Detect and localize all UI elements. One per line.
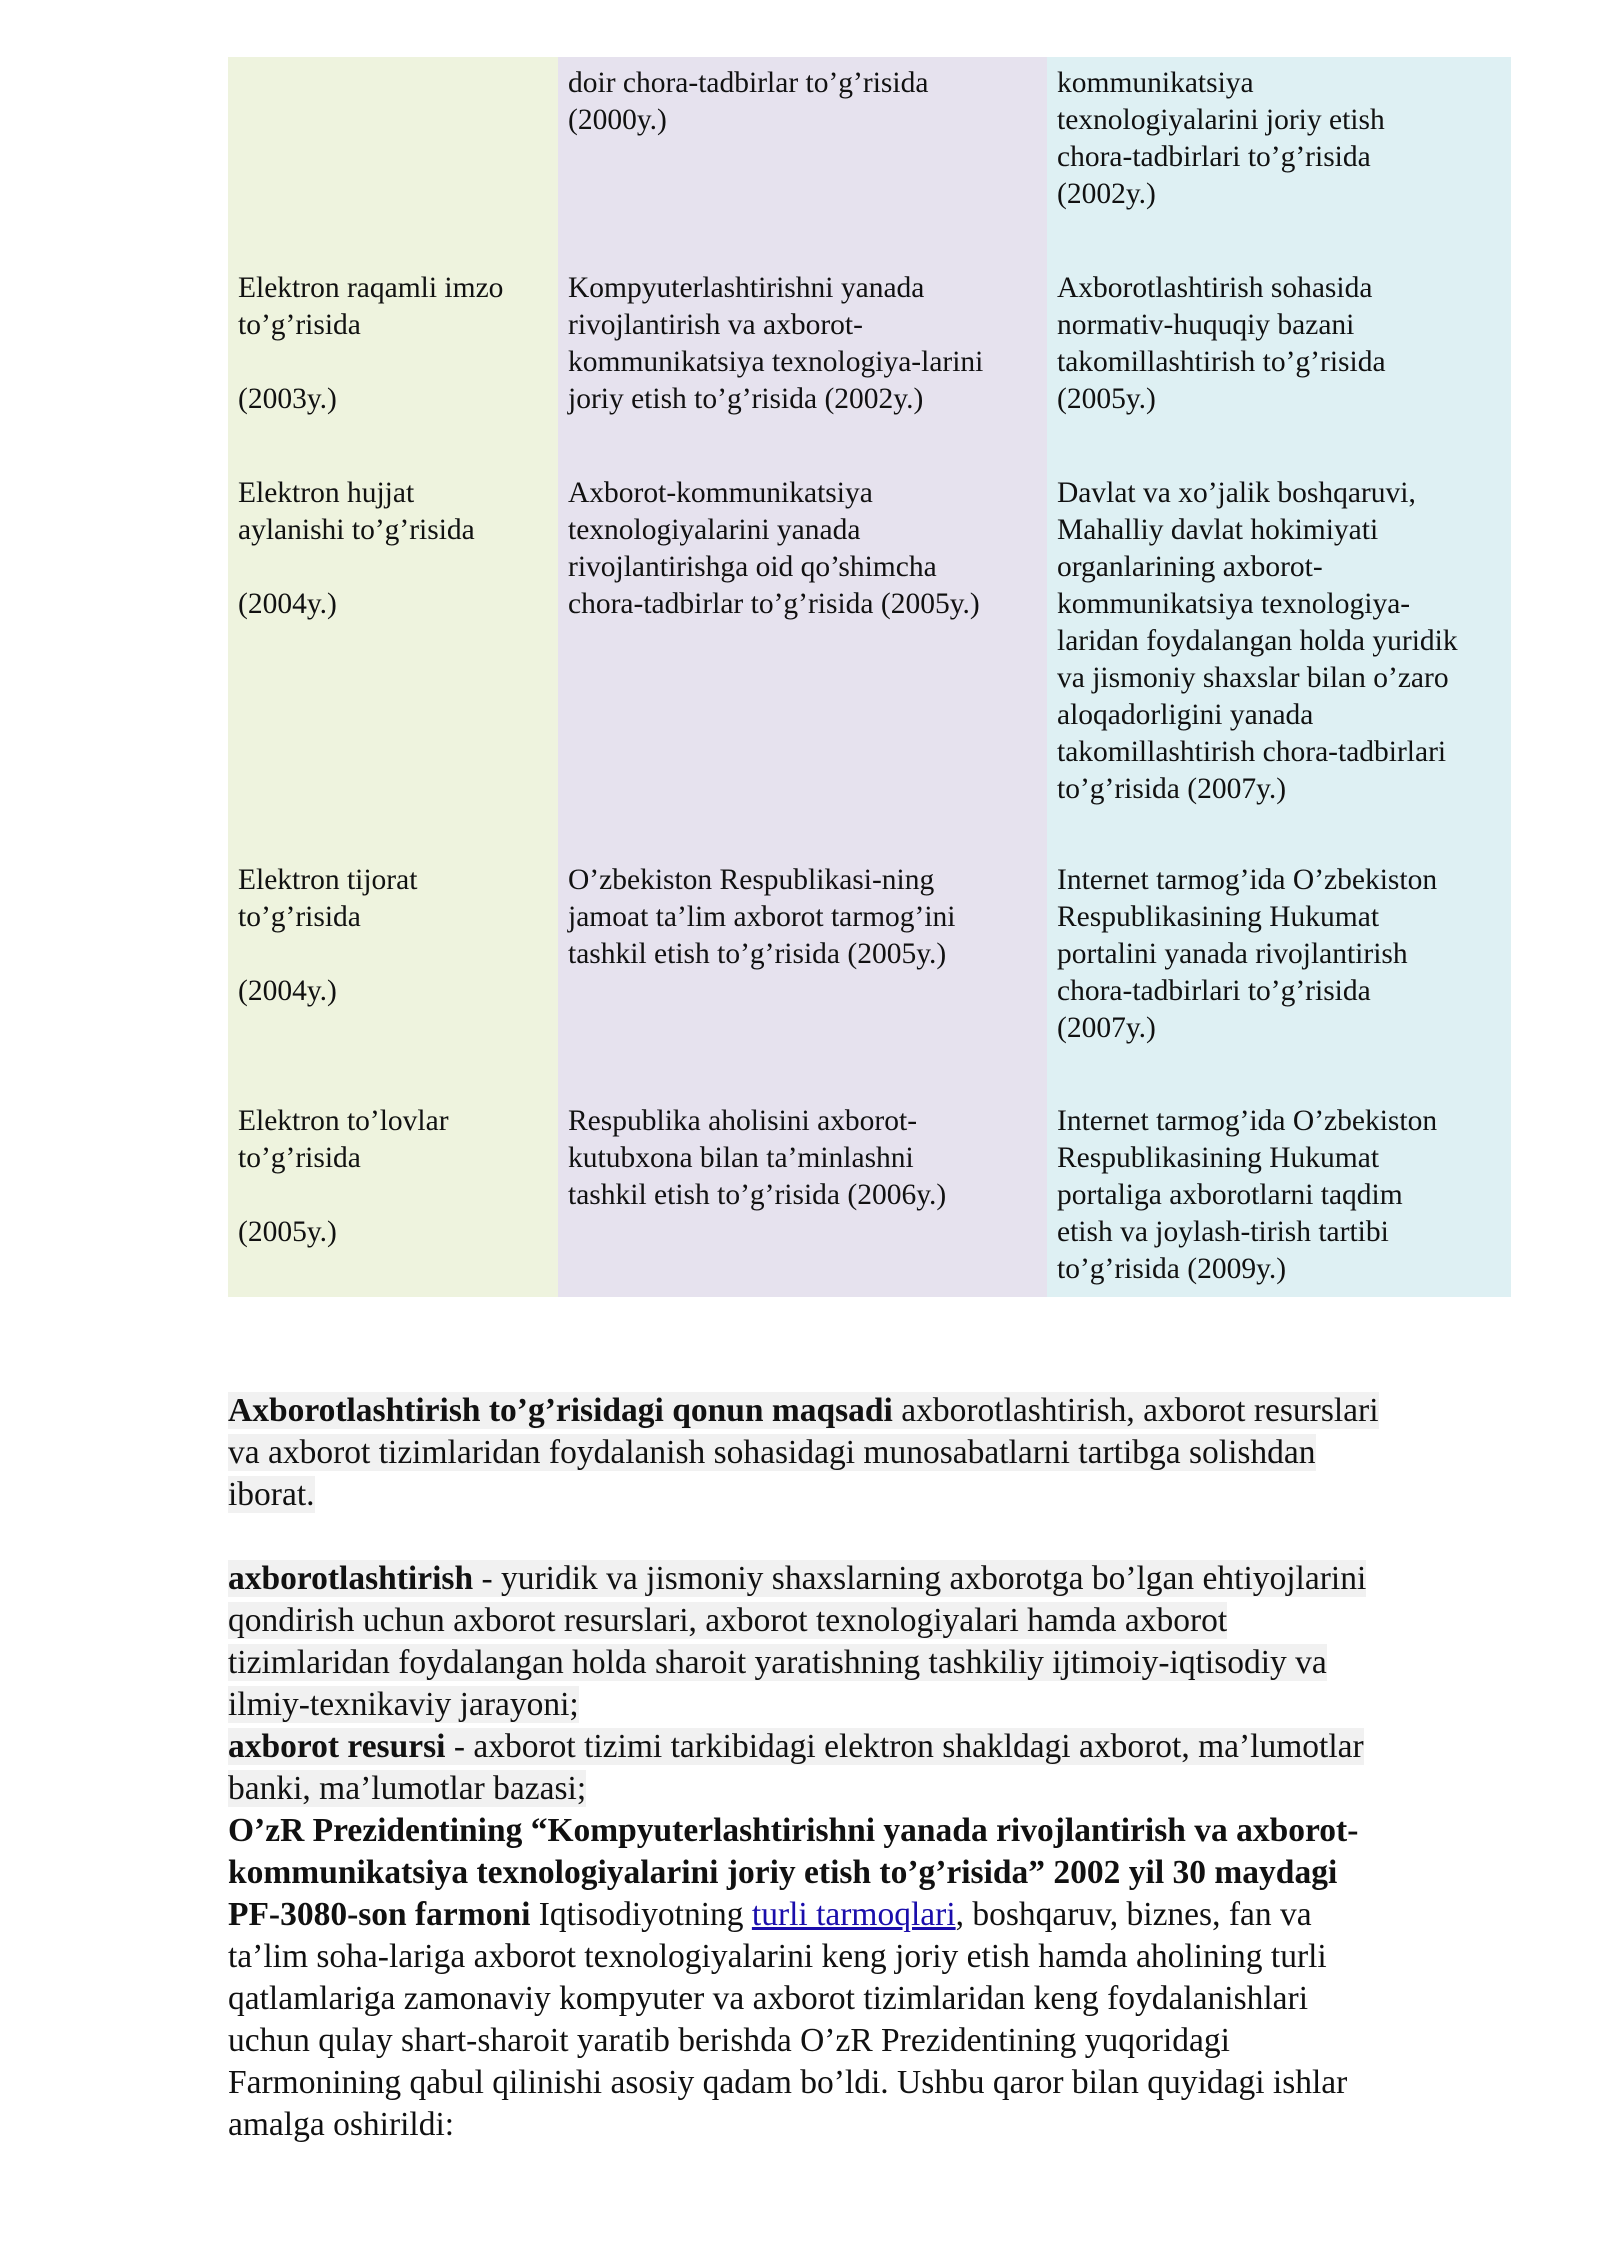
table-cell: Elektron hujjat aylanishi to’g’risida (2004y.)	[238, 477, 475, 620]
text-line: , boshqaruv, biznes, fan va	[955, 1896, 1312, 1933]
table-cell: Elektron to’lovlar to’g’risida (2005y.)	[238, 1105, 449, 1248]
table-cell: O’zbekiston Respublikasi-ning jamoat ta’lim axborot tarmog’ini tashkil etish to’g’risida (2005y.)	[568, 864, 956, 970]
legislation-table	[228, 57, 1511, 1297]
text-line: uchun qulay shart-sharoit yaratib berishda O’zR Prezidentining yuqoridagi	[228, 2022, 1230, 2059]
decree-title-line: PF-3080-son farmoni	[228, 1896, 531, 1933]
table-column-resolutions	[1047, 57, 1511, 1297]
text-line: banki, ma’lumotlar bazasi;	[228, 1770, 587, 1807]
turli-tarmoqlari-link[interactable]: turli tarmoqlari	[751, 1896, 956, 1933]
table-cell: Elektron tijorat to’g’risida (2004y.)	[238, 864, 418, 1007]
text-line: ta’lim soha-lariga axborot texnologiyalarini keng joriy etish hamda aholining turli	[228, 1938, 1327, 1975]
table-cell: doir chora-tadbirlar to’g’risida (2000y.)	[568, 67, 929, 136]
text-line: ilmiy-texnikaviy jarayoni;	[228, 1686, 579, 1723]
table-column-laws	[228, 57, 558, 1297]
table-cell: Axborot-kommunikatsiya texnologiyalarini yanada rivojlantirishga oid qo’shimcha chora-tadbirlar to’g’risida (2005y.)	[568, 477, 980, 620]
table-cell: Elektron raqamli imzo to’g’risida (2003y.)	[238, 272, 504, 415]
text-line: Farmonining qabul qilinishi asosiy qadam bo’ldi. Ushbu qaror bilan quyidagi ishlar	[228, 2064, 1348, 2101]
table-cell: Internet tarmog’ida O’zbekiston Respublikasining Hukumat portaliga axborotlarni taqdim etish va joylash-tirish tartibi to’g’risida (2009y.)	[1057, 1105, 1438, 1285]
table-cell: Internet tarmog’ida O’zbekiston Respublikasining Hukumat portalini yanada rivojlantirish chora-tadbirlari to’g’risida (2007y.)	[1057, 864, 1438, 1044]
text-line: Iqtisodiyotning	[530, 1896, 752, 1933]
term-bold: axborotlashtirish	[228, 1560, 474, 1597]
table-cell: kommunikatsiya texnologiyalarini joriy etish chora-tadbirlari to’g’risida (2002y.)	[1057, 67, 1385, 210]
table-cell: Kompyuterlashtirishni yanada rivojlantirish va axborot- kommunikatsiya texnologiya-larini joriy etish to’g’risida (2002y.)	[568, 272, 984, 415]
text-line: axborotlashtirish, axborot resurslari	[892, 1392, 1379, 1429]
text-line: iborat.	[228, 1476, 315, 1513]
decree-title-line: kommunikatsiya texnologiyalarini joriy etish to’g’risida” 2002 yil 30 maydagi	[228, 1854, 1338, 1891]
text-line: tizimlaridan foydalangan holda sharoit yaratishning tashkiliy ijtimoiy-iqtisodiy va	[228, 1644, 1327, 1681]
paragraph-definition-axborotlashtirish	[228, 1558, 1518, 1726]
paragraph-president-decree	[228, 1810, 1518, 2146]
text-line: amalga oshirildi:	[228, 2106, 455, 2143]
text-line: qatlamlariga zamonaviy kompyuter va axborot tizimlaridan keng foydalanishlari	[228, 1980, 1309, 2017]
term-bold: Axborotlashtirish to’g’risidagi qonun maqsadi	[228, 1392, 893, 1429]
text-line: - axborot tizimi tarkibidagi elektron shakldagi axborot, ma’lumotlar	[445, 1728, 1364, 1765]
table-column-decrees	[558, 57, 1047, 1297]
text-line: va axborot tizimlaridan foydalanish sohasidagi munosabatlarni tartibga solishdan	[228, 1434, 1316, 1471]
term-bold: axborot resursi	[228, 1728, 446, 1765]
table-cell: Axborotlashtirish sohasida normativ-huquqiy bazani takomillashtirish to’g’risida (2005y.)	[1057, 272, 1386, 415]
paragraph-definition-resurs	[228, 1726, 1518, 1810]
paragraph-law-purpose	[228, 1390, 1518, 1516]
text-line: qondirish uchun axborot resurslari, axborot texnologiyalari hamda axborot	[228, 1602, 1228, 1639]
text-line: - yuridik va jismoniy shaxslarning axborotga bo’lgan ehtiyojlarini	[473, 1560, 1367, 1597]
table-cell: Davlat va xo’jalik boshqaruvi, Mahalliy davlat hokimiyati organlarining axborot- kommunikatsiya texnologiya- laridan foydalangan holda yuridik va jismoniy shaxslar bilan o’zaro aloqadorligini yanada takomillashtirish chora-tadbirlari to’g’risida (2007y.)	[1057, 477, 1458, 805]
decree-title-line: O’zR Prezidentining “Kompyuterlashtirishni yanada rivojlantirish va axborot-	[228, 1812, 1359, 1849]
table-cell: Respublika aholisini axborot- kutubxona bilan ta’minlashni tashkil etish to’g’risida (2006y.)	[568, 1105, 947, 1211]
